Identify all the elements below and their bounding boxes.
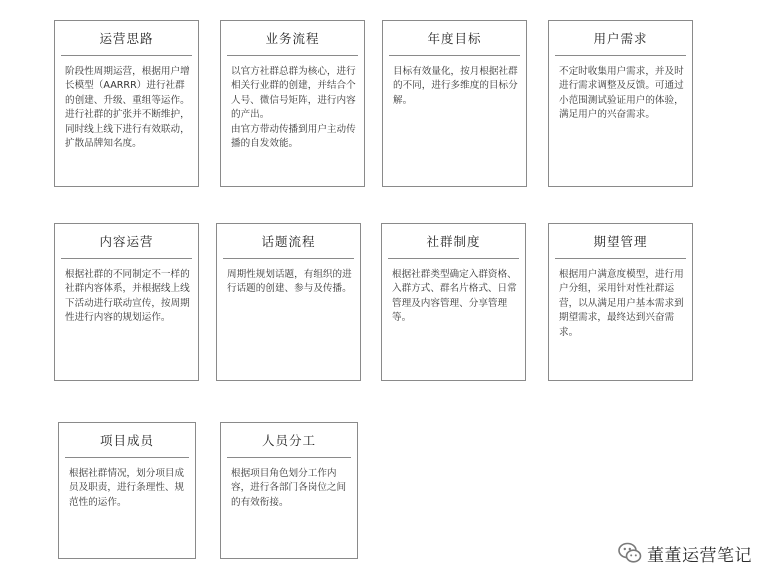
card-title: 人员分工: [227, 423, 351, 458]
card-title: 业务流程: [227, 21, 358, 56]
card-body: 不定时收集用户需求，并及时进行需求调整及反馈。可通过小范围测试验证用户的体验，满足用户的兴奋需求。: [559, 66, 684, 121]
card-renyuan-fengong: [220, 422, 358, 559]
card-neirong-yunying: [54, 223, 199, 381]
card-body: 根据社群的不同制定不一样的社群内容体系，并根据线上线下活动进行联动宣传，按周期性进行内容的规划运作。: [65, 269, 190, 324]
card-title: 话题流程: [223, 224, 354, 259]
card-body: 阶段性周期运营，根据用户增长模型（AARRR）进行社群的创建、升级、重组等运作。 进行社群的扩张并不断维护，同时线上线下进行有效联动，扩散品牌知名度。: [65, 66, 190, 150]
card-title: 年度目标: [389, 21, 520, 56]
watermark-text: 董董运营笔记: [647, 545, 752, 566]
card-title: 期望管理: [555, 224, 686, 259]
card-huati-liucheng: [216, 223, 361, 381]
card-niandu-mubiao: [382, 20, 527, 187]
card-yewu-liucheng: [220, 20, 365, 187]
watermark: [617, 538, 777, 568]
wechat-icon: [617, 540, 643, 566]
card-yunying-silu: [54, 20, 199, 187]
card-yonghu-xuqiu: [548, 20, 693, 187]
card-shequn-zhidu: [381, 223, 526, 381]
card-title: 运营思路: [61, 21, 192, 56]
card-body: 根据社群类型确定入群资格、入群方式、群名片格式、日常管理及内容管理、分享管理等。: [392, 269, 517, 324]
card-qiwang-guanli: [548, 223, 693, 381]
card-body: 根据用户满意度模型，进行用户分组，采用针对性社群运营，以从满足用户基本需求到期望需求，最终达到兴奋需求。: [559, 269, 684, 338]
card-body: 目标有效量化，按月根据社群的不同，进行多维度的目标分解。: [393, 66, 518, 106]
card-xiangmu-chengyuan: [58, 422, 196, 559]
card-body: 根据项目角色划分工作内容，进行各部门各岗位之间的有效衔接。: [231, 468, 347, 508]
card-body: 根据社群情况，划分项目成员及职责，进行条理性、规范性的运作。: [69, 468, 185, 508]
card-title: 内容运营: [61, 224, 192, 259]
card-title: 社群制度: [388, 224, 519, 259]
card-body: 周期性规划话题，有组织的进行话题的创建、参与及传播。: [227, 269, 352, 295]
card-title: 用户需求: [555, 21, 686, 56]
card-title: 项目成员: [65, 423, 189, 458]
card-body: 以官方社群总群为核心，进行相关行业群的创建，并结合个人号、微信号矩阵，进行内容的产出。 由官方带动传播到用户主动传播的自发效能。: [231, 66, 356, 150]
